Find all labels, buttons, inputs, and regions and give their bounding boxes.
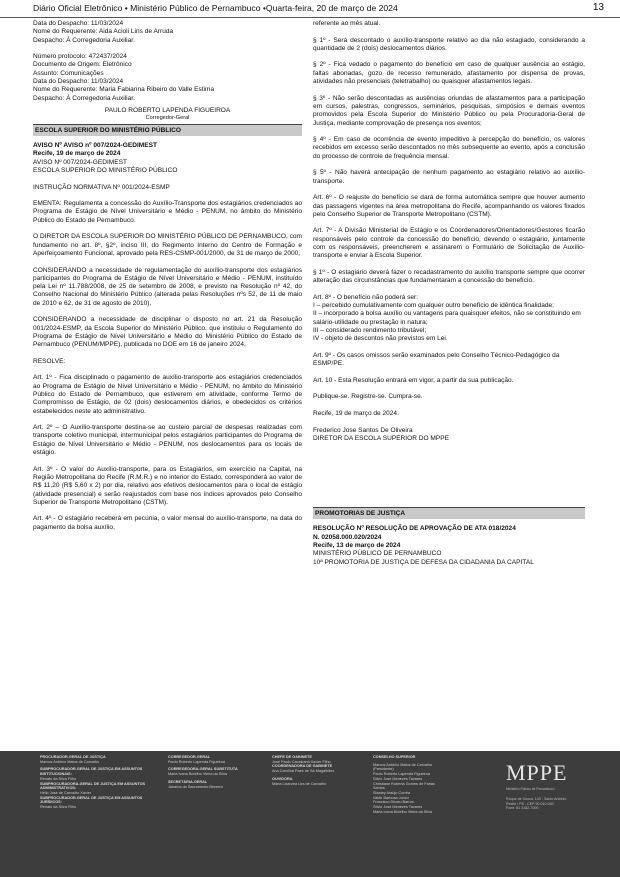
notice-date: Recife, 19 de março de 2024 (33, 150, 121, 158)
intro-line: Nome do Requerente: Aida Acioli Lins de Arruda (33, 28, 174, 36)
resolution-number: N. 02058.000.020/2024 (313, 533, 382, 541)
footer-line: Renato da Silva Filho (40, 776, 77, 781)
signer-name: Frederico Jose Santos De Oliveira (313, 426, 413, 434)
footer-line: Ana Carolina Paes de Sá Magalhães (272, 769, 335, 774)
resolution-date: Recife, 13 de março de 2024 (313, 542, 401, 550)
header-title: Diário Oficial Eletrônico • Ministério Público de Pernambuco •Quarta-feira, 20 de março de 2024 (33, 3, 398, 13)
mppe-logo (506, 760, 576, 790)
address-line: Roque de Souza, 143 - Santo Antônio (506, 797, 567, 801)
footer-line: Marcos Antônio Matos de Carvalho (373, 762, 433, 767)
page-footer (0, 751, 620, 877)
article-line: III – considerado rendimento tributável; (313, 326, 427, 334)
paragraph: CONSIDERANDO a necessidade de regulamentação do auxílio-transporte dos estagiários participantes do Programa de Estágio de Nível Universitário e Médio - PENUM, instituído pela Lei nº 11.788/2008, de 25 de setembro de 2008, e previsto na Resolução nº 42, do Conselho Nacional do Ministério Público (alterada pelas Resoluções nºs 52, de 11 de maio de 2010 e 62, de 31 de agosto de 2010), (33, 266, 304, 307)
page-header (0, 0, 620, 18)
paragraph: O DIRETOR DA ESCOLA SUPERIOR DO MINISTÉRIO PÚBLICO DE PERNAMBUCO, com fundamento no art. 8º, §2º, inciso III, do Regimento Interno do Centro de Formação e Aperfeiçoamento Funcional, aprovado pela RES-CSMP-001/2000, de 31 de março de 2000, (33, 233, 304, 257)
intro-line: Despacho: À Corregedoria Auxiliar. (33, 36, 135, 44)
footer-line: SECRETÁRIA-GERAL (168, 779, 208, 784)
closing-line: Art. 9º - Os casos omissos serão examinados pelo Conselho Técnico-Pedagógico da ESMP/PE. (313, 351, 562, 368)
footer-column-2 (168, 755, 263, 789)
paragraph: § 5º - Não haverá antecipação de nenhum pagamento ao estagiário relativo ao auxílio-transporte. (313, 169, 585, 185)
closing-line: Publique-se. Registre-se. Cumpra-se. (313, 393, 423, 401)
protocol-line: Nome do Requerente: Maria Fabianna Ribeiro do Valle Estima (33, 86, 215, 94)
footer-line: Hélio José de Carvalho Xavier (40, 790, 92, 795)
footer-line: (Presidente) (373, 767, 394, 772)
footer-line: Sílvio José Menezes Tavares (373, 805, 423, 810)
protocol-line: Documento de Origem: Eletrônico (33, 61, 132, 69)
address-line: Recife / PE - CEP 50.010-040 (506, 801, 554, 806)
footer-line: Sílvio José Menezes Tavares (373, 776, 423, 781)
resolution-line: MINISTÉRIO PÚBLICO DE PERNAMBUCO (313, 550, 442, 558)
page-number: 13 (592, 2, 604, 13)
paragraph: referente ao mês atual. (313, 20, 381, 27)
signature-name: PAULO ROBERTO LAPENDA FIGUEIROA (104, 106, 231, 114)
section-heading: ESCOLA SUPERIOR DO MINISTÉRIO PÚBLICO (33, 124, 302, 136)
paragraph: Art. 6º - O reajuste do benefício se dará de forma automática sempre que houver aumento das passagens vigentes na área metropolitana do Recife, acompanhando os valores fixados pelo Conselho Superior de Transporte Metropolitano (CSTM). (313, 194, 587, 218)
protocol-line: Despacho: À Corregedoria Auxiliar. (33, 94, 135, 102)
paragraph: § 1º - Será descontado o auxílio-transporte relativo ao dia não estagiado, considerando a quantidade de 2 (dois) deslocamentos diários. (313, 36, 587, 52)
section-heading: PROMOTORIAS DE JUSTIÇA (313, 507, 585, 519)
paragraph: Art. 1º - Fica disciplinado o pagamento de auxílio-transporte aos estagiários credenciados ao Programa de Estágio de Nível Universitário e Médio - PENUM, no âmbito do Ministério Público do Estado de Pernambuco, que estiverem em atividade, conforme Termo de Compromisso de Estágio, de 02 (dois) deslocamentos diários, e obedecidos os critérios estabelecidos neste ato administrativo. (33, 374, 304, 415)
right-column (313, 20, 585, 567)
paragraph: § 4º - Em caso de ocorrência de evento impeditivo à percepção do benefício, os valores recebidos em excesso serão descontados no mês subsequente ao evento, após a conclusão do processo de controle de frequência mensal. (313, 136, 587, 160)
article-line: II – incorporado a bolsa auxílio ou vantagens para quaisquer efeitos, não se constituindo em salário-utilidade ou prestação in natura; (313, 310, 583, 326)
footer-line: Maria Ivana Botelho Vieira da Silva (373, 809, 433, 814)
protocol-line: Assunto: Comunicações (33, 69, 104, 77)
footer-line: CORREGEDORA-GERAL SUBSTITUTA (168, 767, 238, 772)
footer-line: Marcos Antônio Matos de Carvalho (40, 759, 100, 764)
footer-line: Valdir Barbosa Junior (373, 795, 410, 800)
footer-line: SUBPROCURADORA-GERAL DE JUSTIÇA EM ASSUNTOS ADMINISTRATIVOS: (40, 781, 146, 791)
footer-line: Janaína do Sacramento Bezerra (168, 784, 223, 789)
notice-line: ESCOLA SUPERIOR DO MINISTÉRIO PÚBLICO (33, 166, 178, 174)
footer-line: José Paulo Cavalcanti Xavier Filho (272, 759, 331, 764)
footer-line: CONSELHO SUPERIOR (373, 755, 416, 759)
footer-line: Stanley Araújo Corrêa (373, 790, 411, 795)
notice-line: AVISO Nº 007/2024-GEDIMEST (33, 158, 127, 166)
footer-column-3 (272, 755, 367, 786)
paragraph: Art. 7º - A Divisão Ministerial de Estágio e os Coordenadores/Orientadores/Gestores ficarão responsáveis pelo controle da concessão do benefício, devendo o estagiário, juntamente com os responsáveis, preencherem e assinarem o Formulário de Solicitação de Auxílio-transporte e enviar à Escola Superior. (313, 227, 587, 260)
footer-line: Christiane Roberta Gomes de Farias (373, 781, 435, 786)
footer-line: SUBPROCURADOR-GERAL DE JUSTIÇA EM ASSUNTOS JURÍDICOS: (40, 795, 143, 805)
footer-line: Santos (373, 786, 385, 791)
footer-line: SUBPROCURADOR-GERAL DE JUSTIÇA EM ASSUNTOS INSTITUCIONAIS: (40, 767, 143, 777)
signer-role: DIRETOR DA ESCOLA SUPERIOR DO MPPE (313, 434, 449, 442)
resolution-line: 10ª PROMOTORIA DE JUSTIÇA DE DEFESA DA CIDADANIA DA CAPITAL (313, 558, 534, 566)
paragraph: § 2º - Fica vedado o pagamento do benefício em caso de qualquer ausência ao estágio, faltas abonadas, gozo de recesso remunerado, afastamento por dispensa de provas, atividades não presenciais (teletrabalho) ou quaisquer afastamentos legais. (313, 61, 587, 86)
left-column (33, 20, 302, 532)
notice-title: AVISO Nº AVISO nº 007/2024-GEDIMEST (33, 142, 157, 150)
footer-line: PROCURADOR-GERAL DE JUSTIÇA (40, 755, 106, 759)
paragraph: § 1º - O estagiário deverá fazer o recadastramento do auxílio transporte sempre que ocorrer alteração das circunstâncias que fundamentaram a concessão do benefício. (313, 268, 587, 285)
footer-column-4 (373, 755, 473, 814)
address-line: Fone: 81 3182-7000 (506, 806, 539, 811)
footer-line: Maria Ivana Botelho Vieira da Silva (168, 772, 228, 777)
closing-line: Art. 10 - Esta Resolução entrará em vigor, a partir da sua publicação. (313, 376, 514, 384)
signature-role: Corregedor-Geral (145, 115, 190, 122)
logo-text: MPPE (506, 760, 568, 785)
paragraph: RESOLVE: (33, 357, 66, 365)
footer-line: OUVIDORA (272, 776, 293, 781)
paragraph: CONSIDERANDO a necessidade de disciplinar o disposto no art. 21 da Resolução 001/2024-ESMP, da Escola Superior do Ministério Público, que instituiu o Regulamento do Programa de Estágio de Nível Universitário e Médio do Ministério Público do Estado de Pernambuco (PENUM/MPPE), publicada no DOE em 16 de janeiro 2024, (33, 316, 304, 349)
footer-line: Paulo Roberto Lapenda Figueiroa (373, 772, 430, 777)
footer-line: Paulo Roberto Lapenda Figueiroa (168, 759, 225, 764)
footer-line: Maria Lizandra Lira de Carvalho (272, 781, 327, 786)
article-line: IV - objeto de descontos não previstos em Lei. (313, 335, 448, 343)
footer-line: CHEFE DE GABINETE (272, 755, 312, 759)
intro-line: Data do Despacho: 11/03/2024 (33, 20, 124, 27)
article-line: I – percebido cumulativamente com qualquer outro benefício de idêntica finalidade; (313, 302, 554, 310)
paragraph: § 3º - Não serão descontadas as ausências oriundas de afastamentos para a participação em cursos, palestras, congressos, seminários, pesquisas, simpósios e demais eventos promovidos pela Escola Superior do Ministério Público ou pela Procuradoria-Geral de Justiça, mediante comprovação de presença nos eventos; (313, 94, 587, 127)
paragraph: Art. 4º - O estagiário receberá em pecúnia, o valor mensal do auxílio-transporte, na data do pagamento da bolsa auxílio, (33, 515, 304, 531)
footer-line: Renato da Silva Filho (40, 805, 77, 810)
paragraph: Art. 2º – O Auxílio-transporte destina-se ao custeio parcial de despesas realizadas com transporte coletivo municipal, intermunicipal pelos estagiários participantes do Programa de Estágio de Nível Universitário e Médio - PENUM, nos deslocamentos para os locais de estágio. (33, 424, 304, 457)
footer-line: CORREGEDOR-GERAL (168, 755, 211, 759)
address-block (506, 797, 586, 811)
resolution-title: RESOLUÇÃO Nº RESOLUÇÃO DE APROVAÇÃO DE ATA 018/2024 (313, 525, 516, 533)
paragraph: Art. 3º - O valor do Auxílio-transporte, para os Estagiários, em exercício na Capital, na Região Metropolitana do Recife (R.M.R.) e no interior do Estado, corresponderá ao valor de R$ 11,20 (R$ 5,60 x 2) por dia, relativo aos efetivos deslocamentos para o local de estágio (atividade presencial) e serão reajustados com base nos índices aprovados pelo Conselho Superior de Transporte Metropolitano (CSTM). (33, 465, 304, 506)
footer-line: Francisco Dirceu Barros (373, 800, 414, 805)
protocol-line: Data do Despacho: 11/03/2024 (33, 78, 124, 86)
footer-line: COORDENADORA DE GABINETE (272, 764, 333, 769)
article-line: Art. 8º - O benefício não poderá ser: (313, 293, 419, 301)
logo-subtitle: Ministério Público de Pernambuco (506, 787, 555, 791)
instruction-title: INSTRUÇÃO NORMATIVA Nº 001/2024-ESMP (33, 183, 170, 191)
footer-column-1 (40, 755, 160, 810)
paragraph: EMENTA: Regulamenta a concessão do Auxílio-Transporte dos estagiários credenciados ao Programa de Estágio de Nível Universitário e Médio - PENUM, no âmbito do Ministério Público do Estado de Pernambuco. (33, 200, 304, 224)
closing-line: Recife, 19 de março de 2024. (313, 409, 399, 417)
protocol-line: Número protocolo: 472437/2024 (33, 53, 127, 61)
